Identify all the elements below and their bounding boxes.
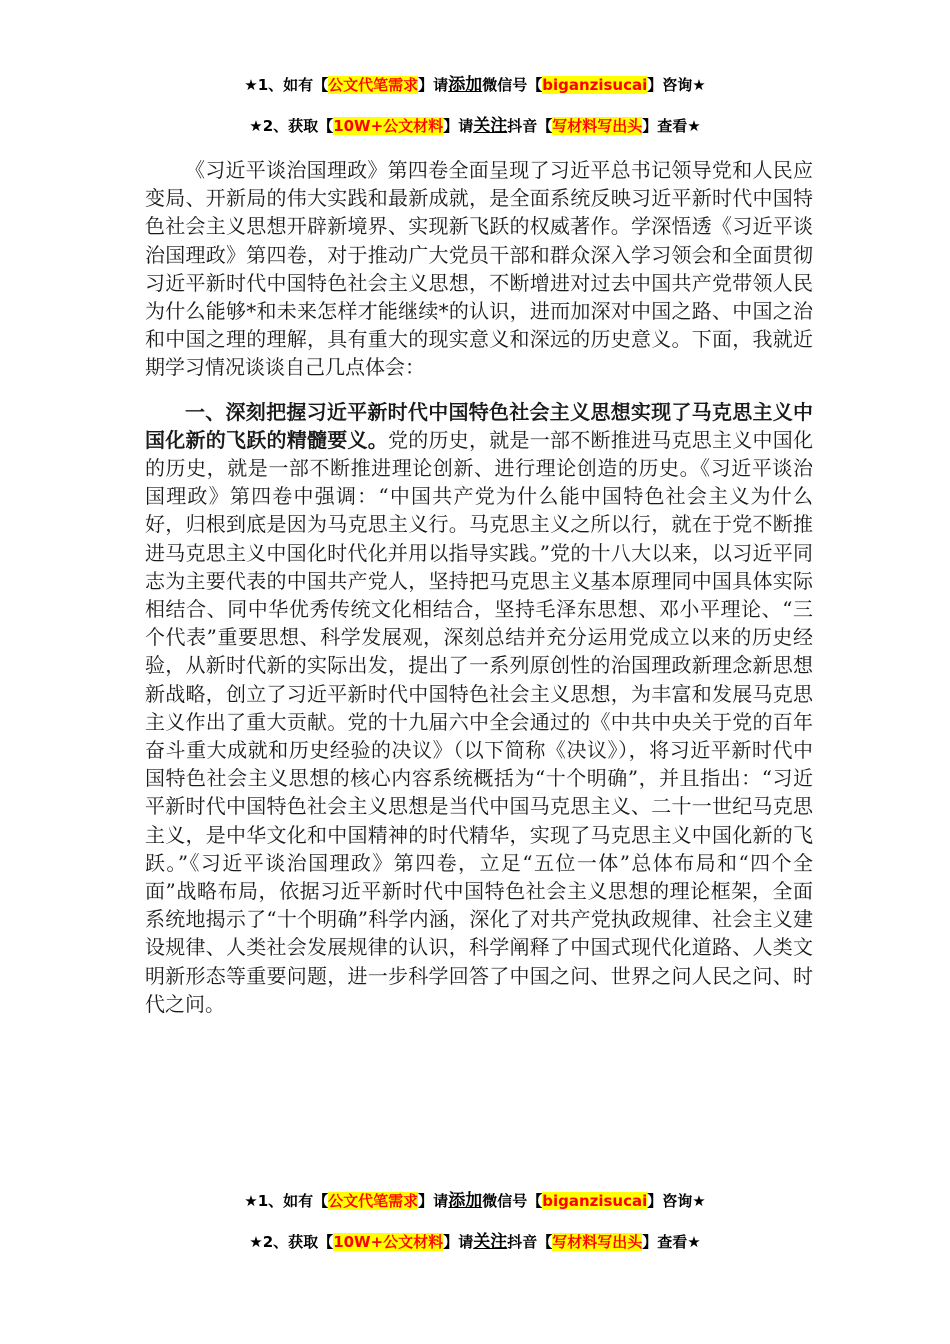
ad-text: 】请 (418, 1192, 449, 1210)
ad-underlined-text: 关注 (473, 1232, 508, 1252)
ad-text: ★2、获取【 (249, 117, 334, 135)
ad-text: 】请 (418, 76, 449, 94)
ad-wechat-id: biganzisucai (542, 76, 648, 94)
ad-text: 微信号【 (482, 76, 543, 94)
ad-text: 】查看★ (642, 117, 701, 135)
ad-text: 微信号【 (482, 1192, 543, 1210)
ad-text: 抖音【 (507, 1233, 553, 1251)
ad-wechat-id: biganzisucai (542, 1192, 648, 1210)
section-1-heading: 一、深刻把握习近平新时代中国特色社会主义思想实现了马克思主义中国化新的飞跃的精髓要义。 (145, 399, 813, 452)
footer-ad-line-1 (0, 1186, 950, 1211)
ad-highlight: 公文代笔需求 (328, 1192, 419, 1210)
ad-text: ★1、如有【 (244, 1192, 329, 1210)
ad-text: 】请 (443, 1233, 474, 1251)
section-1-paragraph (145, 398, 813, 1018)
ad-highlight: 公文代笔需求 (328, 76, 419, 94)
ad-text: 】请 (443, 117, 474, 135)
ad-highlight: 10W+公文材料 (333, 1233, 444, 1251)
ad-text: 抖音【 (507, 117, 553, 135)
ad-douyin-account: 写材料写出头 (552, 117, 643, 135)
footer-ad-line-2 (0, 1227, 950, 1252)
article-body (145, 156, 813, 1018)
ad-text: 】咨询★ (647, 76, 706, 94)
ad-underlined-text: 添加 (448, 75, 483, 95)
ad-underlined-text: 添加 (448, 1191, 483, 1211)
ad-text: 】咨询★ (647, 1192, 706, 1210)
ad-highlight: 10W+公文材料 (333, 117, 444, 135)
ad-underlined-text: 关注 (473, 116, 508, 136)
header-ad-line-1 (0, 70, 950, 95)
section-1-body: 党的历史，就是一部不断推进马克思主义中国化的历史，就是一部不断推进理论创新、进行理论创造的历史。《习近平谈治国理政》第四卷中强调：“中国共产党为什么能中国特色社会主义为什么好，归根到底是因为马克思主义行。马克思主义之所以行，就在于党不断推进马克思主义中国化时代化并用以指导实践。”党的十八大以来，以习近平同志为主要代表的中国共产党人，坚持把马克思主义基本原理同中国具体实际相结合、同中华优秀传统文化相结合，坚持毛泽东思想、邓小平理论、“三个代表”重要思想、科学发展观，深刻总结并充分运用党成立以来的历史经验，从新时代新的实际出发，提出了一系列原创性的治国理政新理念新思想新战略，创立了习近平新时代中国特色社会主义思想，为丰富和发展马克思主义作出了重大贡献。党的十九届六中全会通过的《中共中央关于党的百年奋斗重大成就和历史经验的决议》（以下简称《决议》），将习近平新时代中国特色社会主义思想的核心内容系统概括为“十个明确”，并且指出：“习近平新时代中国特色社会主义思想是当代中国马克思主义、二十一世纪马克思主义，是中华文化和中国精神的时代精华，实现了马克思主义中国化新的飞跃。”《习近平谈治国理政》第四卷，立足“五位一体”总体布局和“四个全面”战略布局，依据习近平新时代中国特色社会主义思想的理论框架，全面系统地揭示了“十个明确”科学内涵，深化了对共产党执政规律、社会主义建设规律、人类社会发展规律的认识，科学阐释了中国式现代化道路、人类文明新形态等重要问题，进一步科学回答了中国之问、世界之问人民之问、时代之问。 (145, 427, 813, 1016)
intro-paragraph: 《习近平谈治国理政》第四卷全面呈现了习近平总书记领导党和人民应变局、开新局的伟大实践和最新成就，是全面系统反映习近平新时代中国特色社会主义思想开辟新境界、实现新飞跃的权威著作。学深悟透《习近平谈治国理政》第四卷，对于推动广大党员干部和群众深入学习领会和全面贯彻习近平新时代中国特色社会主义思想，不断增进对过去中国共产党带领人民为什么能够*和未来怎样才能继续*的认识，进而加深对中国之路、中国之治和中国之理的理解，具有重大的现实意义和深远的历史意义。下面，我就近期学习情况谈谈自己几点体会： (145, 158, 813, 380)
ad-text: 】查看★ (642, 1233, 701, 1251)
ad-text: ★1、如有【 (244, 76, 329, 94)
ad-douyin-account: 写材料写出头 (552, 1233, 643, 1251)
header-ad-line-2 (0, 111, 950, 136)
ad-text: ★2、获取【 (249, 1233, 334, 1251)
